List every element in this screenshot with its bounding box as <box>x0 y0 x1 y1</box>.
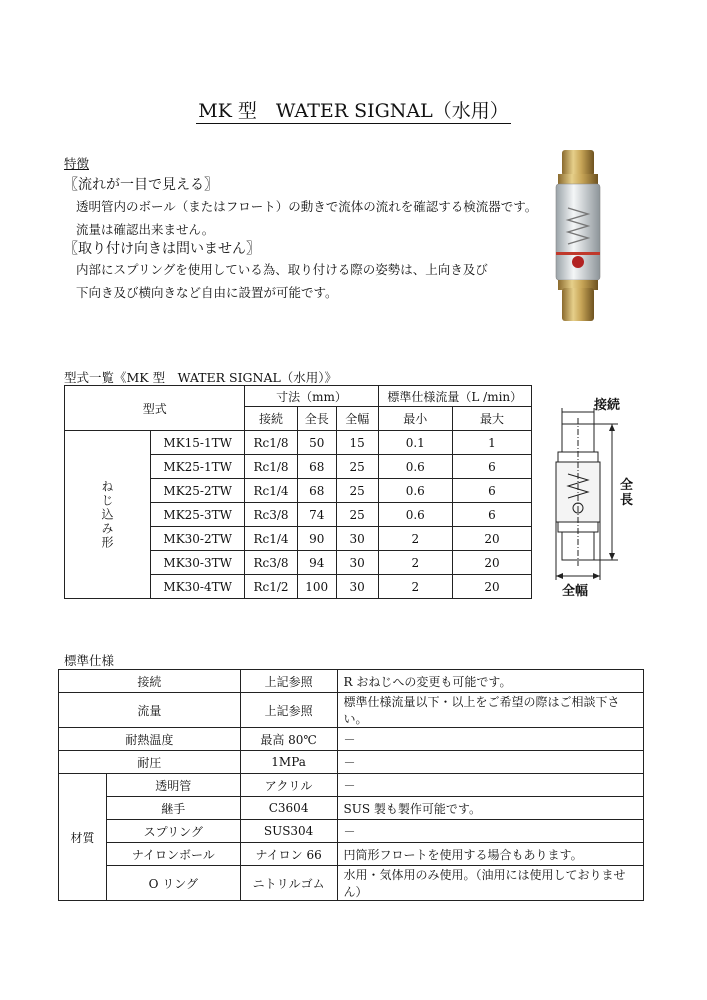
spec-caption: 標準仕様 <box>64 653 115 668</box>
spec-item: 接続 <box>59 670 241 693</box>
header-connection: 接続 <box>245 407 297 431</box>
spec-item: O リング <box>106 866 240 901</box>
spec-value: ナイロン 66 <box>240 843 337 866</box>
diagram-connection-label: 接続 <box>594 398 621 413</box>
spec-value: 最高 80℃ <box>240 728 337 751</box>
cell-min: 0.1 <box>378 431 452 455</box>
cell-length: 50 <box>297 431 336 455</box>
spec-table <box>58 669 644 901</box>
spec-value: アクリル <box>240 774 337 797</box>
group-label <box>65 431 151 599</box>
cell-conn: Rc3/8 <box>245 503 297 527</box>
spec-note: R おねじへの変更も可能です。 <box>337 670 643 693</box>
spec-item: 継手 <box>106 797 240 820</box>
spec-note: 標準仕様流量以下・以上をご希望の際はご相談下さい。 <box>337 693 643 728</box>
cell-length: 94 <box>297 551 336 575</box>
feature-text-line: 内部にスプリングを使用している為、取り付ける際の姿勢は、上向き及び <box>76 262 488 277</box>
cell-conn: Rc1/8 <box>245 455 297 479</box>
cell-width: 30 <box>336 551 378 575</box>
table-row <box>59 751 644 774</box>
header-min: 最小 <box>378 407 452 431</box>
feature-text-line: 下向き及び横向きなど自由に設置が可能です。 <box>76 285 338 300</box>
spec-note: － <box>337 751 643 774</box>
cell-min: 2 <box>378 551 452 575</box>
cell-model: MK30-2TW <box>151 527 245 551</box>
table-row <box>59 728 644 751</box>
spec-item: ナイロンボール <box>106 843 240 866</box>
cell-max: 20 <box>452 551 531 575</box>
table-row <box>59 820 644 843</box>
cell-width: 15 <box>336 431 378 455</box>
header-dimensions: 寸法（mm） <box>245 386 378 407</box>
cell-width: 25 <box>336 455 378 479</box>
cell-length: 90 <box>297 527 336 551</box>
feature-text-line: 流量は確認出来ません。 <box>76 222 215 237</box>
cell-conn: Rc1/2 <box>245 575 297 599</box>
cell-max: 20 <box>452 575 531 599</box>
spec-item: 耐熱温度 <box>59 728 241 751</box>
spec-note: 水用・気体用のみ使用。（油用には使用しておりません） <box>337 866 643 901</box>
cell-length: 68 <box>297 455 336 479</box>
spec-note: SUS 製も製作可能です。 <box>337 797 643 820</box>
product-photo <box>548 148 608 323</box>
material-label: 材質 <box>59 774 107 901</box>
cell-model: MK30-4TW <box>151 575 245 599</box>
spec-value: 上記参照 <box>240 693 337 728</box>
table-row <box>59 843 644 866</box>
spec-note: － <box>337 774 643 797</box>
cell-min: 0.6 <box>378 479 452 503</box>
spec-note: 円筒形フロートを使用する場合もあります。 <box>337 843 643 866</box>
features-label: 特徴 <box>64 156 90 171</box>
group-label-text: ねじ込み形 <box>100 479 114 550</box>
header-width: 全幅 <box>336 407 378 431</box>
diagram-width-label: 全幅 <box>562 584 589 599</box>
dimension-diagram <box>540 390 640 600</box>
spec-item: スプリング <box>106 820 240 843</box>
cell-width: 25 <box>336 479 378 503</box>
table-row <box>65 431 532 455</box>
cell-min: 0.6 <box>378 455 452 479</box>
cell-conn: Rc1/4 <box>245 527 297 551</box>
feature-heading-orientation: 〖取り付け向きは問いません〗 <box>64 241 260 257</box>
spec-value: 上記参照 <box>240 670 337 693</box>
spec-item: 耐圧 <box>59 751 241 774</box>
table-row <box>59 693 644 728</box>
header-length: 全長 <box>297 407 336 431</box>
cell-max: 6 <box>452 479 531 503</box>
cell-length: 100 <box>297 575 336 599</box>
header-flow: 標準仕様流量（L /min） <box>378 386 531 407</box>
cell-width: 25 <box>336 503 378 527</box>
cell-max: 1 <box>452 431 531 455</box>
cell-width: 30 <box>336 527 378 551</box>
cell-model: MK30-3TW <box>151 551 245 575</box>
model-list-caption: 型式一覧《MK 型 WATER SIGNAL（水用）》 <box>64 370 338 385</box>
spec-value: 1MPa <box>240 751 337 774</box>
cell-model: MK25-1TW <box>151 455 245 479</box>
feature-heading-visible-flow: 〖流れが一目で見える〗 <box>64 177 218 193</box>
cell-conn: Rc1/4 <box>245 479 297 503</box>
cell-min: 2 <box>378 575 452 599</box>
table-row <box>59 797 644 820</box>
header-model: 型式 <box>65 386 245 431</box>
cell-length: 68 <box>297 479 336 503</box>
cell-min: 2 <box>378 527 452 551</box>
cell-model: MK25-3TW <box>151 503 245 527</box>
spec-note: － <box>337 820 643 843</box>
cell-width: 30 <box>336 575 378 599</box>
feature-text-line: 透明管内のボール（またはフロート）の動きで流体の流れを確認する検流器です。 <box>76 199 538 214</box>
cell-conn: Rc3/8 <box>245 551 297 575</box>
cell-conn: Rc1/8 <box>245 431 297 455</box>
cell-model: MK25-2TW <box>151 479 245 503</box>
cell-min: 0.6 <box>378 503 452 527</box>
cell-max: 6 <box>452 455 531 479</box>
spec-note: － <box>337 728 643 751</box>
header-max: 最大 <box>452 407 531 431</box>
table-row <box>59 774 644 797</box>
spec-item: 流量 <box>59 693 241 728</box>
cell-model: MK15-1TW <box>151 431 245 455</box>
page-title: MK 型 WATER SIGNAL（水用） <box>198 100 509 122</box>
spec-value: C3604 <box>240 797 337 820</box>
cell-max: 6 <box>452 503 531 527</box>
table-row <box>59 866 644 901</box>
table-row <box>59 670 644 693</box>
diagram-length-label: 全長 <box>620 478 634 508</box>
spec-item: 透明管 <box>106 774 240 797</box>
spec-value: ニトリルゴム <box>240 866 337 901</box>
model-table <box>64 385 532 599</box>
spec-value: SUS304 <box>240 820 337 843</box>
cell-max: 20 <box>452 527 531 551</box>
cell-length: 74 <box>297 503 336 527</box>
